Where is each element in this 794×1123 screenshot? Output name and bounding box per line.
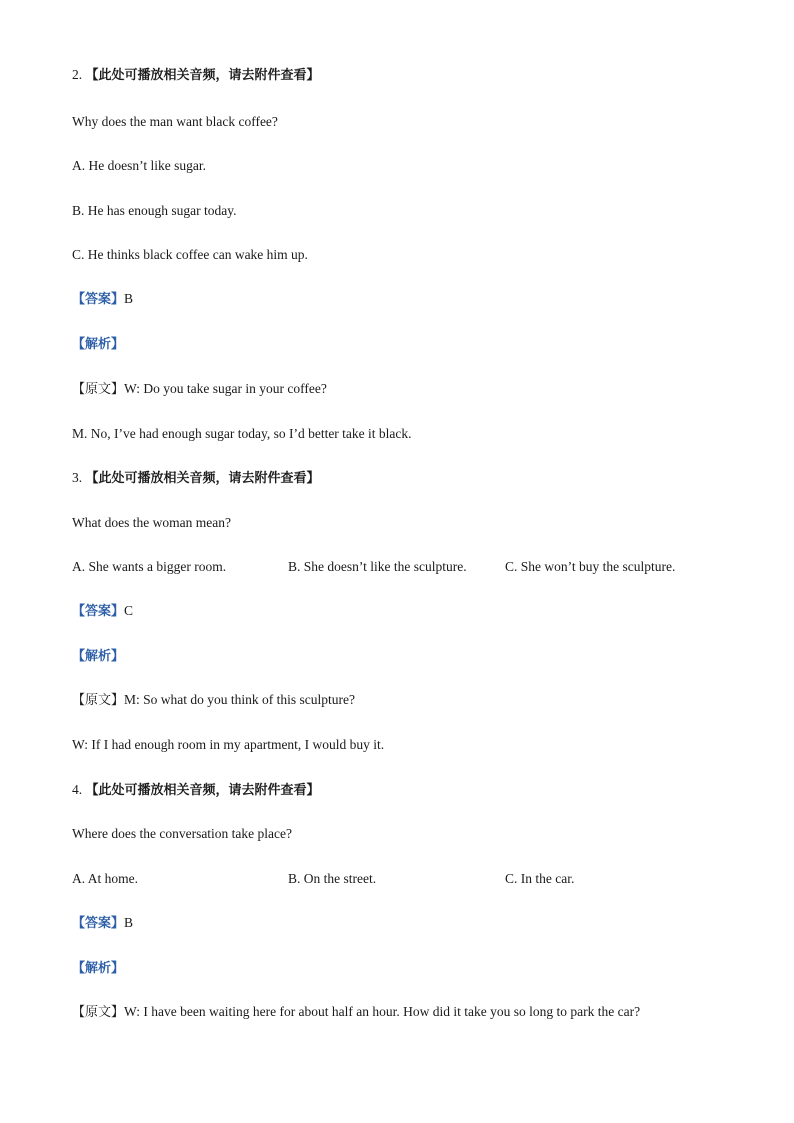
q3-transcript-line-2: W: If I had enough room in my apartment, I would buy it. xyxy=(72,737,385,752)
q4-transcript-tag: 【原文】 xyxy=(72,1005,125,1020)
q2-audio-note[interactable]: 【此处可播放相关音频，请去附件查看】 xyxy=(85,68,320,83)
q3-analysis-tag: 【解析】 xyxy=(72,649,125,664)
q2-analysis xyxy=(72,335,124,354)
q2-transcript-tag: 【原文】 xyxy=(72,382,125,397)
q4-option-a: A. At home. xyxy=(72,871,138,886)
q4-transcript-text-1: W: I have been waiting here for about half an hour. How did it take you so long to park the car? xyxy=(124,1004,641,1019)
q2-answer-tag: 【答案】 xyxy=(72,292,125,307)
q2-answer xyxy=(72,290,133,309)
q3-answer-tag: 【答案】 xyxy=(72,604,125,619)
q4-number: 4. xyxy=(72,782,83,797)
q4-option-b: B. On the street. xyxy=(288,871,377,886)
q3-answer xyxy=(72,602,133,621)
q2-option-b: B. He has enough sugar today. xyxy=(72,203,237,218)
q3-audio-note[interactable]: 【此处可播放相关音频，请去附件查看】 xyxy=(85,471,320,486)
q2-header xyxy=(72,66,320,85)
q3-option-a: A. She wants a bigger room. xyxy=(72,559,227,574)
q3-option-b: B. She doesn’t like the sculpture. xyxy=(288,559,467,574)
q3-answer-value: C xyxy=(124,603,134,618)
q2-option-c: C. He thinks black coffee can wake him up. xyxy=(72,247,308,262)
q4-analysis-tag: 【解析】 xyxy=(72,961,125,976)
q3-transcript-tag: 【原文】 xyxy=(72,693,125,708)
q2-answer-value: B xyxy=(124,291,134,306)
q3-analysis xyxy=(72,647,124,666)
q3-option-c: C. She won’t buy the sculpture. xyxy=(505,559,676,574)
q4-option-c: C. In the car. xyxy=(505,871,575,886)
q3-transcript-line-1 xyxy=(72,691,355,710)
q2-analysis-tag: 【解析】 xyxy=(72,337,125,352)
q4-transcript-line-1 xyxy=(72,1003,640,1022)
q4-answer-tag: 【答案】 xyxy=(72,916,125,931)
q4-analysis xyxy=(72,959,124,978)
q4-question: Where does the conversation take place? xyxy=(72,826,293,841)
q3-number: 3. xyxy=(72,470,83,485)
q2-question: Why does the man want black coffee? xyxy=(72,114,278,129)
q4-header xyxy=(72,781,320,800)
q2-transcript-line-1 xyxy=(72,380,327,399)
q4-audio-note[interactable]: 【此处可播放相关音频，请去附件查看】 xyxy=(85,783,320,798)
q3-header xyxy=(72,469,320,488)
q3-question: What does the woman mean? xyxy=(72,515,231,530)
q4-answer-value: B xyxy=(124,915,134,930)
q2-transcript-line-2: M. No, I’ve had enough sugar today, so I’d better take it black. xyxy=(72,426,412,441)
q2-number: 2. xyxy=(72,67,83,82)
q2-option-a: A. He doesn’t like sugar. xyxy=(72,158,206,173)
q2-transcript-text-1: W: Do you take sugar in your coffee? xyxy=(124,381,327,396)
q4-answer xyxy=(72,914,133,933)
q3-transcript-text-1: M: So what do you think of this sculpture? xyxy=(124,692,355,707)
